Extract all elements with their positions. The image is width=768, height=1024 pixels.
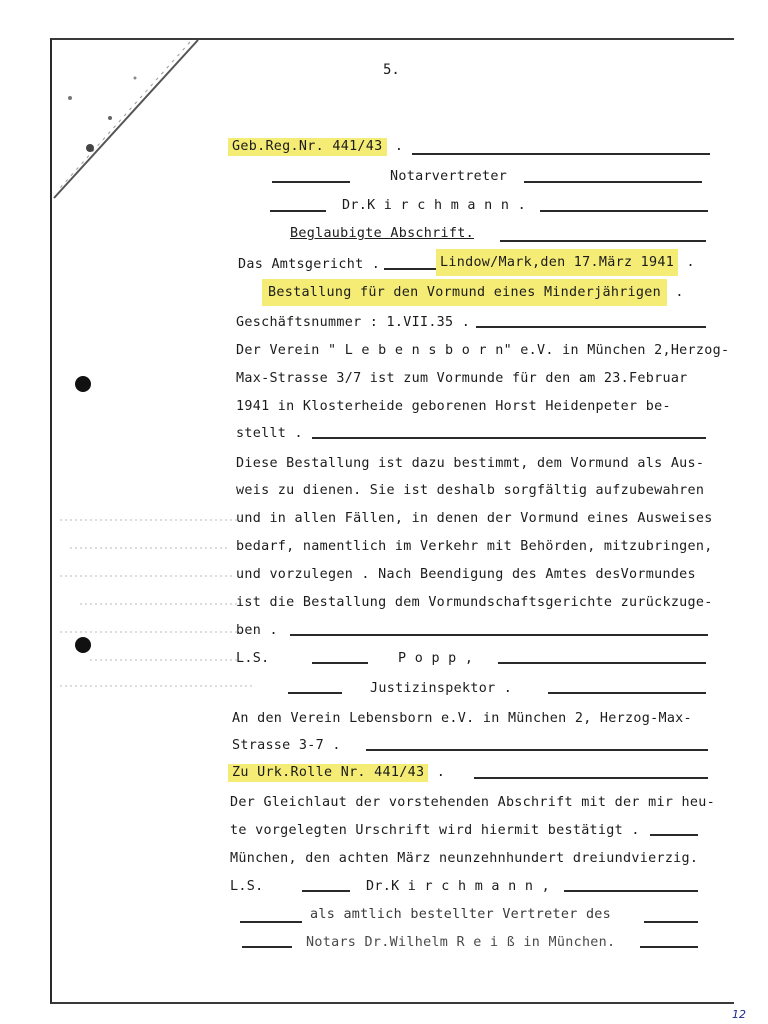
certified-copy-heading: Beglaubigte Abschrift.: [290, 226, 474, 241]
deed-roll-line: Zu Urk.Rolle Nr. 441/43 .: [228, 764, 445, 782]
filler-dash: [548, 692, 706, 694]
court-place-date-line: Das Amtsgericht .: [238, 257, 381, 272]
case-number: Geschäftsnummer : 1.VII.35 .: [236, 315, 471, 330]
filler-dash: [500, 240, 706, 242]
notary-signature: Dr.K i r c h m a n n ,: [366, 879, 550, 894]
filler-dash: [524, 181, 702, 183]
body-line-4: stellt .: [236, 426, 303, 441]
filler-dash: [270, 210, 326, 212]
body-line-8: bedarf, namentlich im Verkehr mit Behörden, mitzubringen,: [236, 539, 713, 554]
deed-roll-number: Zu Urk.Rolle Nr. 441/43: [228, 764, 428, 782]
body-line-10: ist die Bestallung dem Vormundschaftsgerichte zurückzuge-: [236, 595, 713, 610]
body-line-3: 1941 in Klosterheide geborenen Horst Heidenpeter be-: [236, 399, 671, 414]
filler-dash: [366, 749, 708, 751]
body-line-2: Max-Strasse 3/7 ist zum Vormunde für den am 23.Februar: [236, 371, 688, 386]
page-number: 5.: [383, 62, 400, 78]
filler-dash: [384, 268, 436, 270]
filler-dash: [640, 946, 698, 948]
reg-number-line: Geb.Reg.Nr. 441/43 .: [228, 138, 403, 156]
filler-dash: [476, 326, 706, 328]
filler-dash: [312, 662, 368, 664]
filler-dash: [242, 946, 292, 948]
folded-corner-mark: [50, 38, 200, 208]
filler-dash: [650, 834, 698, 836]
body-line-1: Der Verein " L e b e n s b o r n" e.V. in München 2,Herzog-: [236, 343, 730, 358]
notary-title: Notarvertreter: [390, 169, 508, 184]
body-line-5: Diese Bestallung ist dazu bestimmt, dem Vormund als Aus-: [236, 456, 705, 471]
notary-full-name: Notars Dr.Wilhelm R e i ß in München.: [306, 935, 616, 950]
body-line-11: ben .: [236, 623, 278, 638]
notary-capacity-line: als amtlich bestellter Vertreter des: [310, 907, 612, 922]
filler-dash: [412, 153, 710, 155]
filler-dash: [474, 777, 708, 779]
filler-dash: [240, 921, 302, 923]
body-line-7: und in allen Fällen, in denen der Vormund eines Ausweises: [236, 511, 713, 526]
filler-dash: [272, 181, 350, 183]
filler-dash: [644, 921, 698, 923]
punch-hole-upper: [75, 376, 91, 392]
notary-seal-line: L.S.: [230, 879, 264, 894]
notary-name: Dr.K i r c h m a n n .: [342, 198, 526, 213]
punch-hole-lower: [75, 637, 91, 653]
filler-dash: [564, 890, 698, 892]
body-line-6: weis zu dienen. Sie ist deshalb sorgfältig aufzubewahren: [236, 483, 705, 498]
filler-dash: [302, 890, 350, 892]
sheet-number: 12: [732, 1008, 746, 1021]
certification-line-3: München, den achten März neunzehnhundert dreiundvierzig.: [230, 851, 699, 866]
addressee-line-1: An den Verein Lebensborn e.V. in München 2, Herzog-Max-: [232, 711, 692, 726]
judicial-signature: P o p p ,: [398, 651, 474, 666]
reg-number: Geb.Reg.Nr. 441/43: [228, 138, 387, 156]
filler-dash: [312, 437, 706, 439]
filler-dash: [290, 634, 708, 636]
judicial-title: Justizinspektor .: [370, 681, 513, 696]
body-line-9: und vorzulegen . Nach Beendigung des Amtes desVormundes: [236, 567, 696, 582]
appointment-title: Bestallung für den Vormund eines Minderjährigen .: [262, 284, 684, 302]
addressee-line-2: Strasse 3-7 .: [232, 738, 341, 753]
filler-dash: [540, 210, 708, 212]
court-place-date: Lindow/Mark,den 17.März 1941 .: [436, 254, 695, 272]
filler-dash: [498, 662, 706, 664]
certification-line-1: Der Gleichlaut der vorstehenden Abschrift mit der mir heu-: [230, 795, 715, 810]
certification-line-2: te vorgelegten Urschrift wird hiermit bestätigt .: [230, 823, 640, 838]
filler-dash: [288, 692, 342, 694]
seal-signature-line: L.S.: [236, 651, 270, 666]
